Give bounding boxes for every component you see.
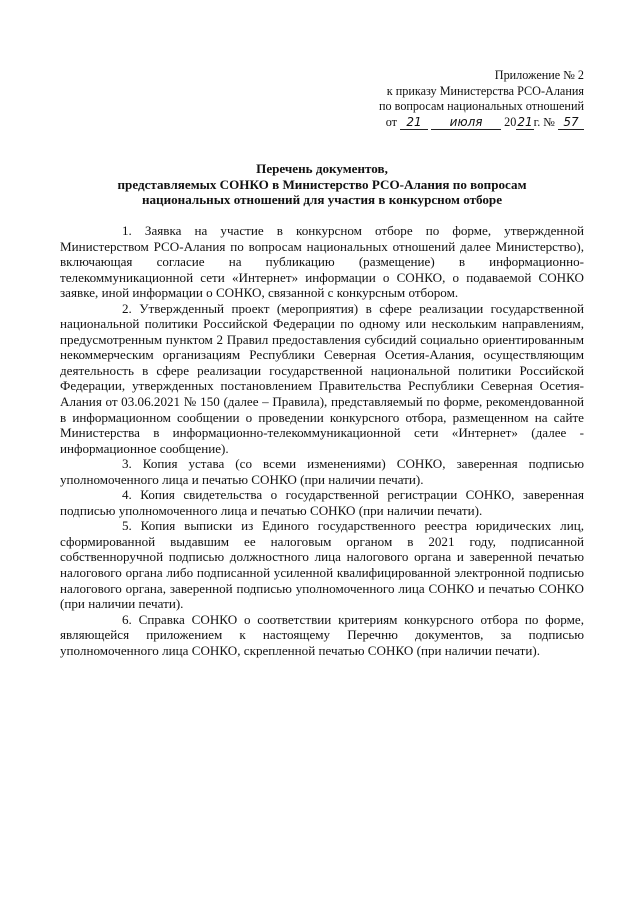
list-item-5: 5. Копия выписки из Единого государственного реестра юридических лиц, сформированной выдавшим ее налоговым органом в 2021 году, подписанной собственноручной подписью должностного лица налогового органа и заверенной печатью налогового органа либо подписанной усиленной квалифицированной электронной подписью налогового органа, заверенной подписью уполномоченного лица СОНКО и печатью СОНКО (при наличии печати). [60, 518, 584, 612]
list-item-1: 1. Заявка на участие в конкурсном отборе по форме, утвержденной Министерством РСО-Алания по вопросам национальных отношений далее Министерство), включающая согласие на публикацию (размещение) в информационно-телекоммуникационной сети «Интернет» информации о СОНКО, о подаваемой СОНКО заявке, иной информации о СОНКО, связанной с конкурсным отбором. [60, 223, 584, 301]
title-line-3: национальных отношений для участия в конкурсном отборе [141, 192, 503, 207]
date-year-prefix: 20 [504, 114, 517, 129]
list-item-6: 6. Справка СОНКО о соответствии критериям конкурсного отбора по форме, являющейся приложением к настоящему Перечню документов, за подписью уполномоченного лица СОНКО, скрепленной печатью СОНКО (при наличии печати). [60, 611, 584, 658]
annex-header [379, 68, 584, 130]
document-body [60, 223, 584, 658]
handwritten-date-year: 21 [517, 114, 533, 129]
list-item-2: 2. Утвержденный проект (мероприятия) в сфере реализации государственной национальной политики Российской Федерации по одному или нескольким направлениям, предусмотренным пунктом 2 Правил предоставления субсидий социально ориентированным некоммерческим организациям Республики Северная Осетия-Алания, осуществляющим деятельность в сфере реализации государственной национальной политики Российской Федерации, утвержденных постановлением Правительства Республики Северная Осетия-Алания от 03.06.2021 № 150 (далее – Правила), представляемый по форме, рекомендованной в информационном сообщении о проведении конкурсного отбора, размещенном на сайте Министерства в информационно-телекоммуникационной сети «Интернет» (далее - информационное сообщение). [60, 300, 584, 456]
date-year-separator: г. № [533, 114, 555, 129]
handwritten-date-month: июля [431, 116, 501, 130]
annex-ministry-ref: по вопросам национальных отношений [378, 99, 584, 113]
annex-order-ref: к приказу Министерства РСО-Алания [386, 83, 584, 98]
date-prefix: от [385, 114, 397, 129]
title-line-1: Перечень документов, [256, 161, 388, 176]
annex-title: Приложение № 2 [494, 68, 584, 82]
title-line-2: представляемых СОНКО в Министерство РСО-Алания по вопросам [117, 176, 527, 192]
annex-date-line [379, 115, 584, 131]
handwritten-date-day: 21 [400, 116, 428, 130]
list-item-4: 4. Копия свидетельства о государственной регистрации СОНКО, заверенная подписью уполномоченного лица и печатью СОНКО (при наличии печати). [60, 487, 584, 518]
handwritten-order-number: 57 [558, 116, 584, 130]
list-item-3: 3. Копия устава (со всеми изменениями) СОНКО, заверенная подписью уполномоченного лица и печатью СОНКО (при наличии печати). [60, 456, 584, 487]
document-title [60, 161, 584, 208]
